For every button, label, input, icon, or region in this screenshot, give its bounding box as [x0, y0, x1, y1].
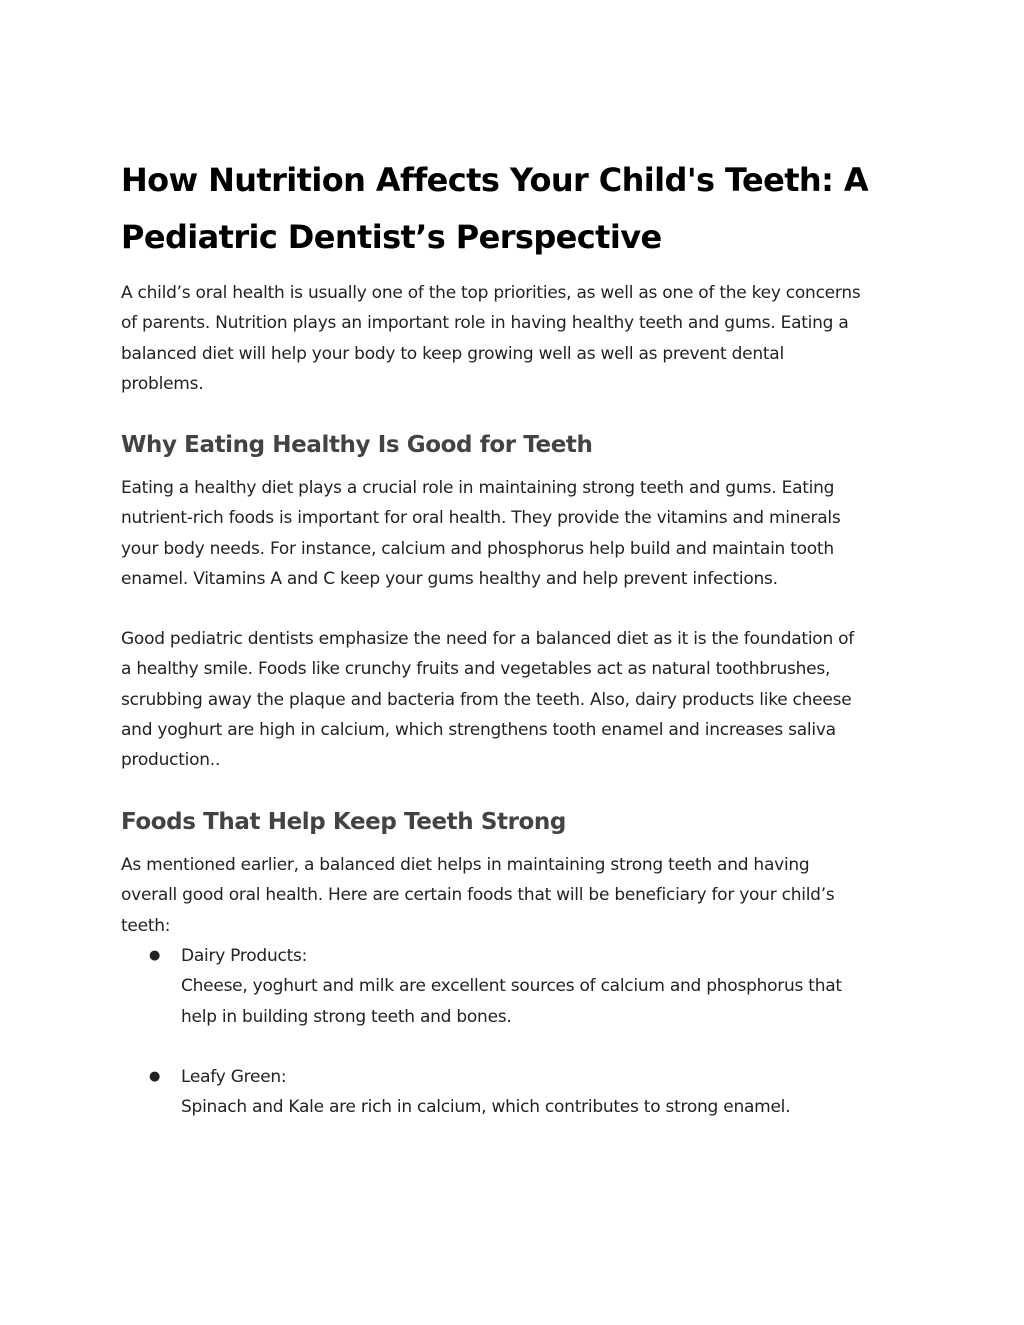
text-line: a healthy smile. Foods like crunchy fruits and vegetables act as natural toothbrushes,: [121, 659, 831, 680]
text-line: Eating a healthy diet plays a crucial role in maintaining strong teeth and gums. Eating: [121, 478, 835, 498]
text-line: Spinach and Kale are rich in calcium, which contributes to strong enamel.: [181, 1097, 791, 1118]
text-line: A child’s oral health is usually one of the top priorities, as well as one of the key concerns: [121, 283, 861, 303]
text-line: nutrient-rich foods is important for oral health. They provide the vitamins and minerals: [121, 508, 841, 529]
title-line: How Nutrition Affects Your Child's Teeth: A: [121, 161, 868, 199]
text-line: balanced diet will help your body to keep growing well as well as prevent dental: [121, 343, 784, 364]
list-item-title: Dairy Products:: [181, 946, 308, 966]
intro-paragraph: [121, 278, 911, 399]
section-heading-foods-strong: Foods That Help Keep Teeth Strong: [121, 809, 566, 835]
list-item-body: [181, 1062, 911, 1123]
text-line: your body needs. For instance, calcium and phosphorus help build and maintain tooth: [121, 538, 834, 559]
list-item-body: [181, 941, 911, 1032]
text-line: enamel. Vitamins A and C keep your gums healthy and help prevent infections.: [121, 568, 778, 589]
title-line: Pediatric Dentist’s Perspective: [121, 218, 662, 256]
text-line: and yoghurt are high in calcium, which strengthens tooth enamel and increases saliva: [121, 719, 836, 740]
section2-intro-paragraph: [121, 850, 911, 941]
bullet-icon: ●: [149, 948, 161, 963]
section1-paragraph-1: [121, 473, 911, 594]
section1-paragraph-2: [121, 624, 911, 775]
section-heading-why-healthy: Why Eating Healthy Is Good for Teeth: [121, 432, 593, 458]
text-line: help in building strong teeth and bones.: [181, 1006, 512, 1027]
list-item-title: Leafy Green:: [181, 1067, 287, 1087]
text-line: teeth:: [121, 915, 171, 936]
page-title: [121, 152, 911, 266]
text-line: As mentioned earlier, a balanced diet helps in maintaining strong teeth and having: [121, 855, 810, 875]
text-line: production..: [121, 750, 221, 771]
text-line: scrubbing away the plaque and bacteria from the teeth. Also, dairy products like cheese: [121, 689, 852, 710]
bullet-icon: ●: [149, 1069, 161, 1084]
text-line: of parents. Nutrition plays an important role in having healthy teeth and gums. Eating a: [121, 313, 849, 334]
text-line: problems.: [121, 373, 204, 394]
text-line: Cheese, yoghurt and milk are excellent sources of calcium and phosphorus that: [181, 976, 842, 997]
text-line: Good pediatric dentists emphasize the need for a balanced diet as it is the foundation of: [121, 629, 855, 649]
text-line: overall good oral health. Here are certain foods that will be beneficiary for your child’s: [121, 885, 835, 906]
